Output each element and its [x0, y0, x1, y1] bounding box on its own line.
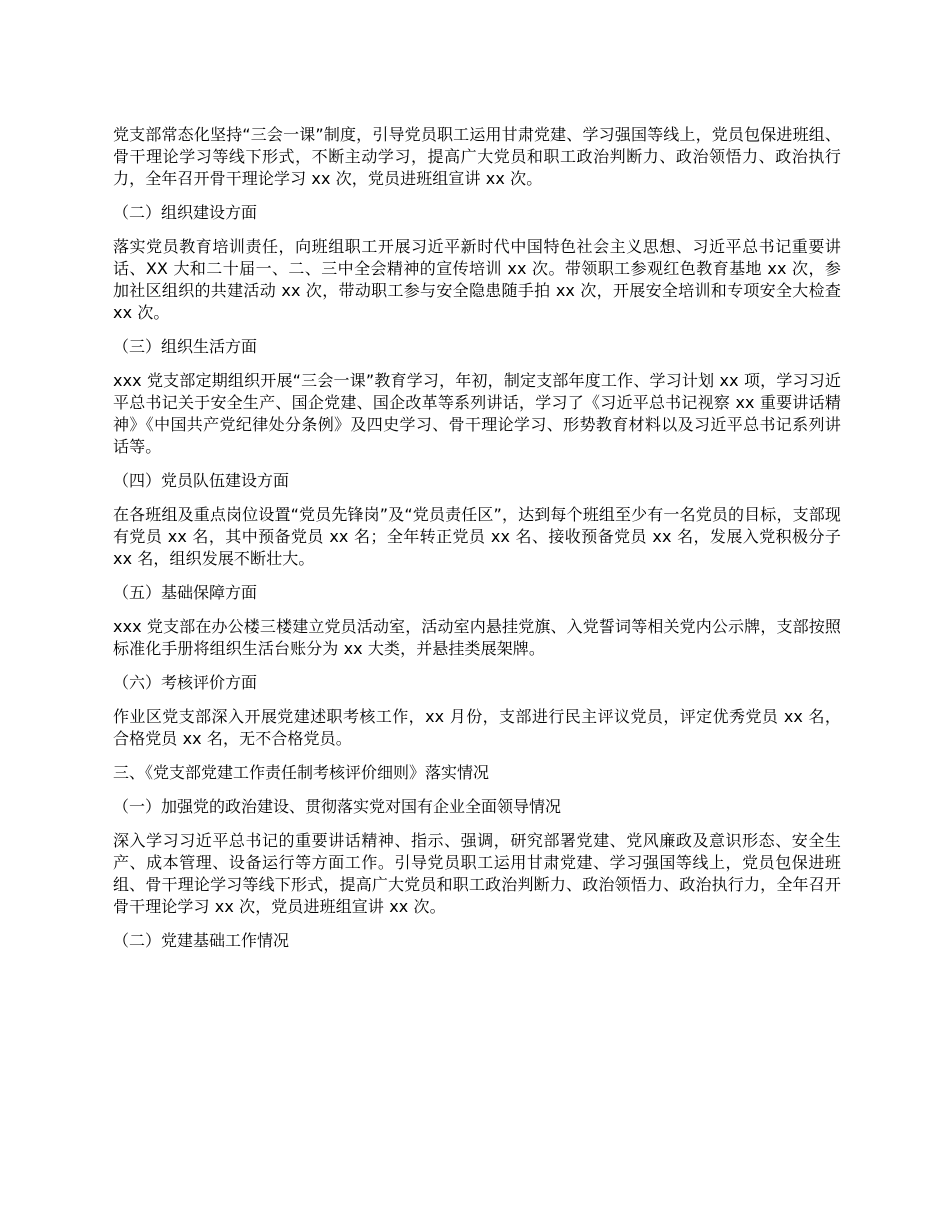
paragraph-evaluation: 作业区党支部深入开展党建述职考核工作，xx 月份，支部进行民主评议党员，评定优秀党员 xx 名，合格党员 xx 名，无不合格党员。: [113, 707, 841, 748]
heading-basic-work: （二）党建基础工作情况: [113, 931, 290, 950]
heading-organization-life: （三）组织生活方面: [113, 337, 258, 356]
paragraph-organization-building: 落实党员教育培训责任，向班组职工开展习近平新时代中国特色社会主义思想、习近平总书记重要讲话、XX 大和二十届一、二、三中全会精神的宣传培训 xx 次。带领职工参观红色教育基地 xx 次，参加社区组织的共建活动 xx 次，带动职工参与安全隐患随手拍 xx 次，开展安全培训和专项安全大检查 xx 次。: [113, 237, 841, 322]
paragraph-organization-life: xxx 党支部定期组织开展“三会一课”教育学习，年初，制定支部年度工作、学习计划 xx 项，学习习近平总书记关于安全生产、国企党建、国企改革等系列讲话，学习了《习近平总书记视察 xx 重要讲话精神》《中国共产党纪律处分条例》及四史学习、骨干理论学习、形势教育材料以及习近平总书记系列讲话等。: [113, 371, 841, 456]
paragraph-basic-support: xxx 党支部在办公楼三楼建立党员活动室，活动室内悬挂党旗、入党誓词等相关党内公示牌，支部按照标准化手册将组织生活台账分为 xx 大类，并悬挂类展架牌。: [113, 617, 841, 658]
heading-section-three: 三、《党支部党建工作责任制考核评价细则》落实情况: [113, 763, 490, 782]
paragraph-member-team: 在各班组及重点岗位设置“党员先锋岗”及“党员责任区”，达到每个班组至少有一名党员的目标，支部现有党员 xx 名，其中预备党员 xx 名；全年转正党员 xx 名、接收预备党员 xx 名，发展入党积极分子 xx 名，组织发展不断壮大。: [113, 505, 841, 568]
document-page: [113, 124, 841, 964]
heading-basic-support: （五）基础保障方面: [113, 583, 258, 602]
heading-organization-building: （二）组织建设方面: [113, 203, 258, 222]
heading-political-building: （一）加强党的政治建设、贯彻落实党对国有企业全面领导情况: [113, 797, 562, 816]
paragraph-intro: 党支部常态化坚持“三会一课”制度，引导党员职工运用甘肃党建、学习强国等线上，党员包保进班组、骨干理论学习等线下形式，不断主动学习，提高广大党员和职工政治判断力、政治领悟力、政治执行力，全年召开骨干理论学习 xx 次，党员进班组宣讲 xx 次。: [113, 125, 841, 188]
paragraph-political-building: 深入学习习近平总书记的重要讲话精神、指示、强调，研究部署党建、党风廉政及意识形态、安全生产、成本管理、设备运行等方面工作。引导党员职工运用甘肃党建、学习强国等线上，党员包保进班组、骨干理论学习等线下形式，提高广大党员和职工政治判断力、政治领悟力、政治执行力，全年召开骨干理论学习 xx 次，党员进班组宣讲 xx 次。: [113, 831, 841, 916]
heading-member-team: （四）党员队伍建设方面: [113, 471, 290, 490]
heading-evaluation: （六）考核评价方面: [113, 673, 258, 692]
